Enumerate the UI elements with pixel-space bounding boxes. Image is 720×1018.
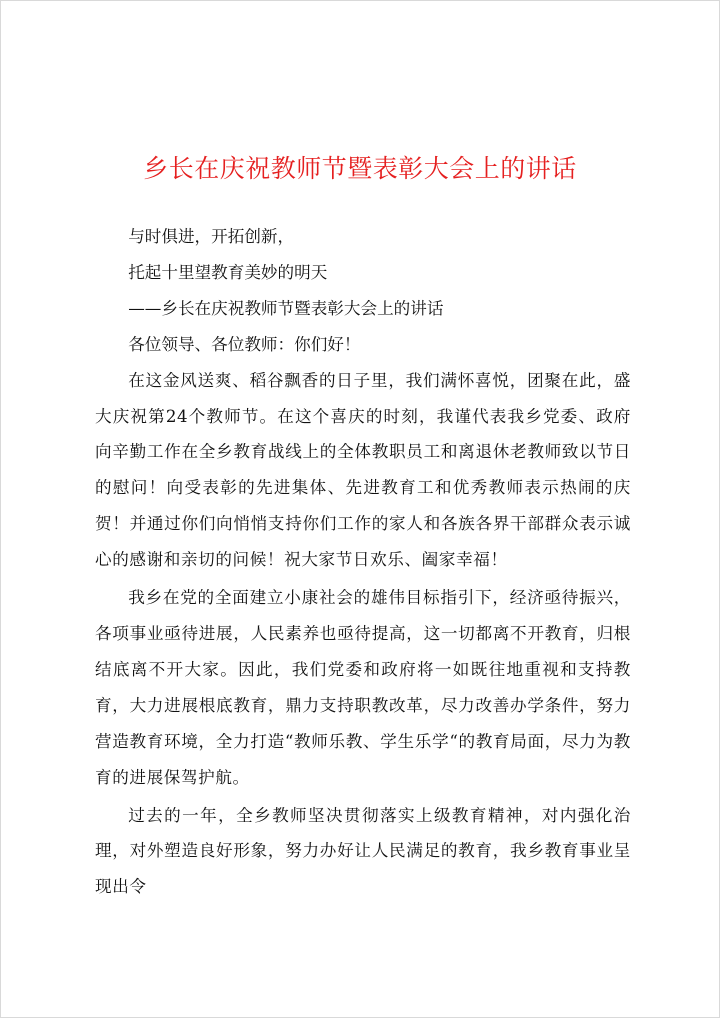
paragraph: 我乡在党的全面建立小康社会的雄伟目标指引下，经济亟待振兴，各项事业亟待进展，人民素养也亟待提高，这一切都离不开教育，归根结底离不开大家。因此，我们党委和政府将一如既往地重视和支持教育，大力进展根底教育，鼎力支持职教改革，尽力改善办学条件，努力营造教育环境，全力打造“教师乐教、学生乐学“的教育局面，尽力为教育的进展保驾护航。: [95, 588, 631, 787]
paragraph: 在这金风送爽、稻谷飘香的日子里，我们满怀喜悦，团聚在此，盛大庆祝第24个教师节。在这个喜庆的时刻，我谨代表我乡党委、政府向辛勤工作在全乡教育战线上的全体教职员工和离退休老教师致以节日的慰问！向受表彰的先进集体、先进教育工和优秀教师表示热闹的庆贺！并通过你们向悄悄支持你们工作的家人和各族各界干部群众表示诚心的感谢和亲切的问候！祝大家节日欢乐、阖家幸福！: [95, 370, 631, 570]
subtitle-line: ——乡长在庆祝教师节暨表彰大会上的讲话: [128, 298, 444, 318]
paragraph: 过去的一年，全乡教师坚决贯彻落实上级教育精神，对内强化治理，对外塑造良好形象，努力办好让人民满足的教育，我乡教育事业呈现出令: [95, 805, 631, 897]
text-line: 托起十里望教育美妙的明天: [128, 262, 328, 282]
text-line: 与时俱进，开拓创新，: [128, 227, 295, 246]
document-body: [95, 219, 631, 905]
salutation: 各位领导、各位教师：你们好！: [128, 334, 361, 354]
document-title: 乡长在庆祝教师节暨表彰大会上的讲话: [143, 154, 577, 183]
